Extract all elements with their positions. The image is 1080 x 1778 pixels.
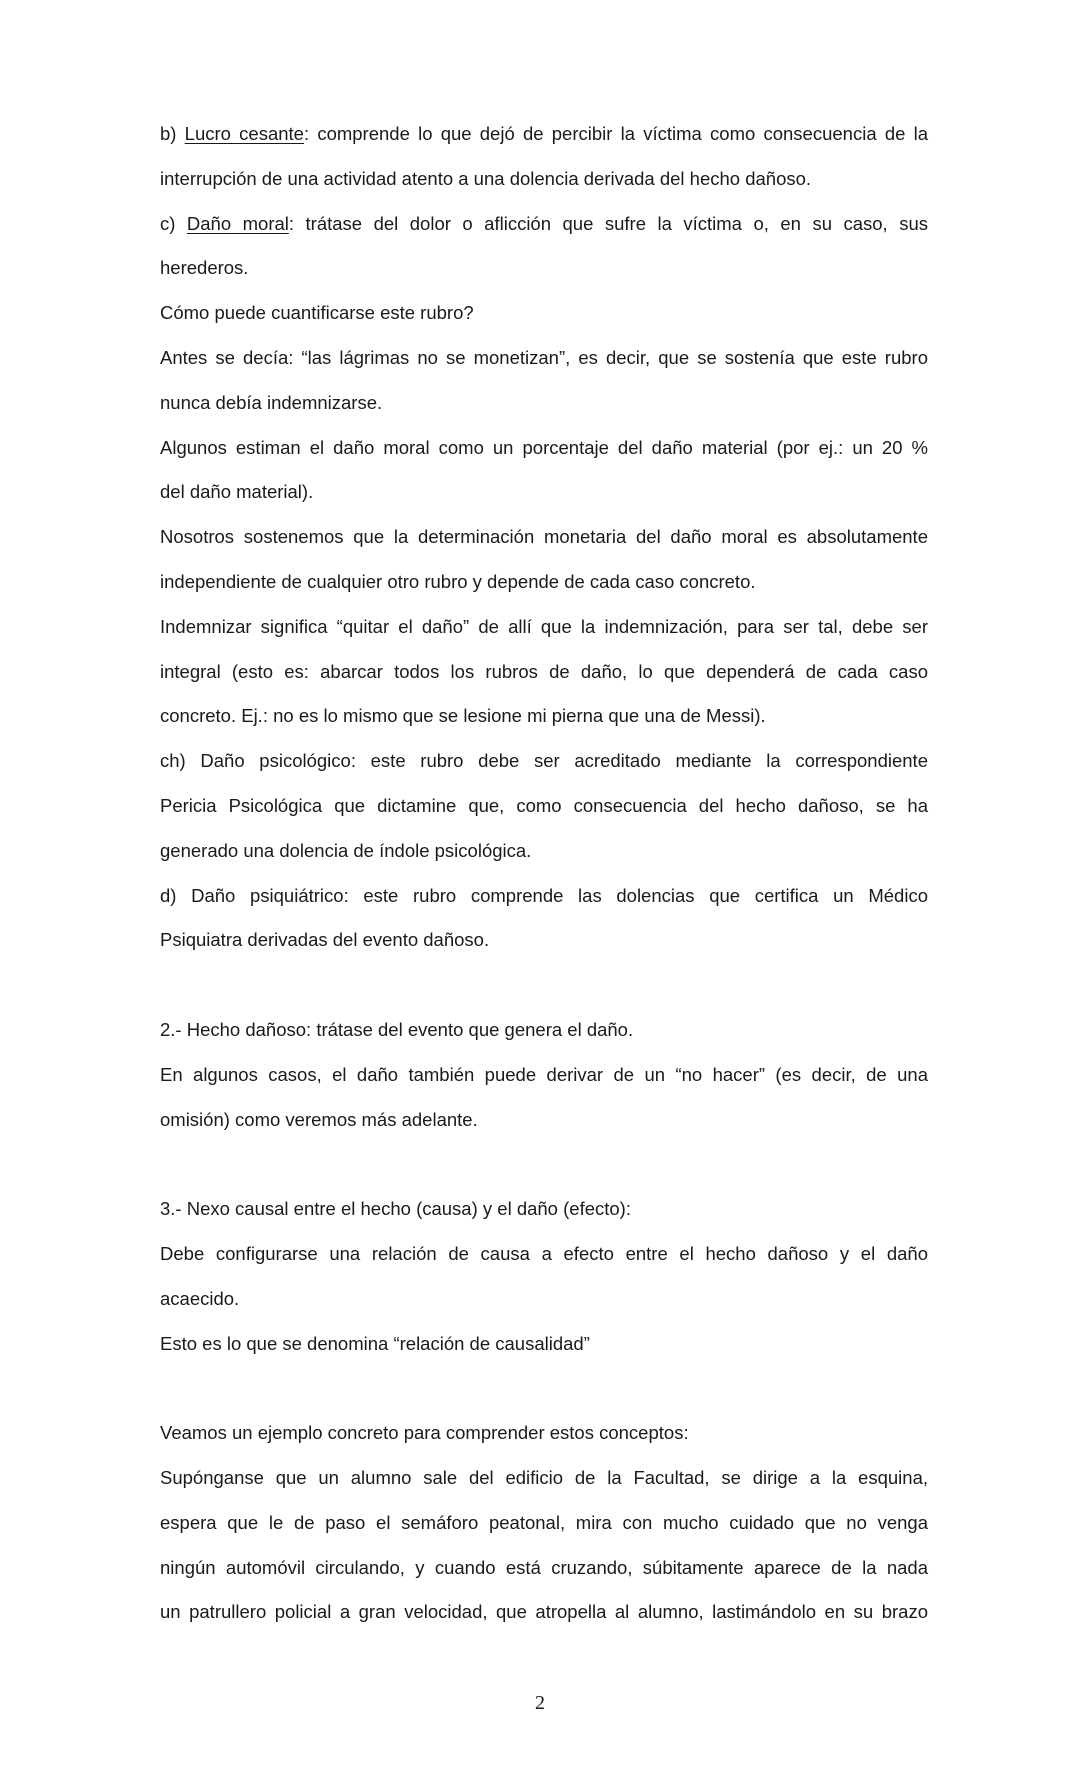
underlined-term: Lucro cesante [184,123,304,144]
text-line [160,793,928,838]
text-line [160,1241,928,1286]
text-line [160,121,928,166]
text-span: Pericia Psicológica que dictamine que, como consecuencia del hecho dañoso, se ha [160,794,928,816]
text-line [160,1017,928,1062]
text-span: c) [160,212,187,234]
underlined-term: Daño moral [186,212,289,234]
text-span: 2.- Hecho dañoso: trátase del evento que genera el daño. [160,1018,634,1040]
text-line [160,479,928,524]
text-span: Cómo puede cuantificarse este rubro? [160,302,474,324]
text-span: omisión) como veremos más adelante. [160,1108,478,1130]
text-line [160,1062,928,1107]
text-line [160,345,928,390]
text-line [160,1286,928,1331]
text-span: del daño material). [160,481,314,503]
text-span: nunca debía indemnizarse. [160,391,383,413]
text-line [160,1196,928,1241]
text-line [160,659,928,704]
blank-line [160,972,928,1017]
text-span: concreto. Ej.: no es lo mismo que se lesione mi pierna que una de Messi). [160,705,766,727]
text-line [160,255,928,300]
text-line [160,390,928,435]
text-line [160,435,928,480]
text-span: Veamos un ejemplo concreto para comprender estos conceptos: [160,1422,689,1444]
blank-line [160,1375,928,1420]
text-span: Nosotros sostenemos que la determinación monetaria del daño moral es absolutamente [160,526,928,548]
text-span: espera que le de paso el semáforo peatonal, mira con mucho cuidado que no venga [160,1511,928,1533]
text-span: Algunos estiman el daño moral como un porcentaje del daño material (por ej.: un 20 % [160,436,928,458]
text-line [160,211,928,256]
text-span: Antes se decía: “las lágrimas no se monetizan”, es decir, que se sostenía que este rubro [160,346,928,368]
document-body [160,121,928,1644]
text-span: Supónganse que un alumno sale del edificio de la Facultad, se dirige a la esquina, [160,1466,928,1488]
text-span: d) Daño psiquiátrico: este rubro comprende las dolencias que certifica un Médico [160,884,928,906]
text-line [160,703,928,748]
text-span: integral (esto es: abarcar todos los rubros de daño, lo que dependerá de cada caso [160,660,928,682]
text-span: ningún automóvil circulando, y cuando está cruzando, súbitamente aparece de la nada [160,1556,928,1578]
text-span: Psiquiatra derivadas del evento dañoso. [160,929,490,951]
text-span: ch) Daño psicológico: este rubro debe ser acreditado mediante la correspondiente [160,750,928,772]
text-span: independiente de cualquier otro rubro y depende de cada caso concreto. [160,570,756,592]
blank-line [160,1151,928,1196]
text-span: acaecido. [160,1287,240,1309]
text-line [160,1107,928,1152]
text-line [160,1420,928,1465]
text-span: b) [160,123,185,144]
text-line [160,166,928,211]
text-line [160,1510,928,1555]
text-line [160,748,928,793]
text-span: 3.- Nexo causal entre el hecho (causa) y el daño (efecto): [160,1198,631,1220]
text-span: Indemnizar significa “quitar el daño” de allí que la indemnización, para ser tal, debe ser [160,615,928,637]
text-line [160,927,928,972]
text-span: un patrullero policial a gran velocidad, que atropella al alumno, lastimándolo en su brazo [160,1601,928,1623]
text-line [160,569,928,614]
text-span: herederos. [160,257,249,279]
text-span: interrupción de una actividad atento a una dolencia derivada del hecho dañoso. [160,167,812,189]
text-line [160,524,928,569]
text-span: : comprende lo que dejó de percibir la víctima como consecuencia de la [303,123,929,144]
text-span: Esto es lo que se denomina “relación de causalidad” [160,1332,590,1354]
text-span: : trátase del dolor o aflicción que sufre la víctima o, en su caso, sus [288,212,928,234]
text-line [160,838,928,883]
text-span: Debe configurarse una relación de causa a efecto entre el hecho dañoso y el daño [160,1242,928,1264]
text-line [160,883,928,928]
text-line [160,1599,928,1644]
text-line [160,1331,928,1376]
text-span: generado una dolencia de índole psicológica. [160,839,532,861]
page-number: 2 [535,1692,545,1714]
text-span: En algunos casos, el daño también puede derivar de un “no hacer” (es decir, de una [160,1063,928,1085]
text-line [160,1465,928,1510]
text-line [160,300,928,345]
text-line [160,1555,928,1600]
text-line [160,614,928,659]
